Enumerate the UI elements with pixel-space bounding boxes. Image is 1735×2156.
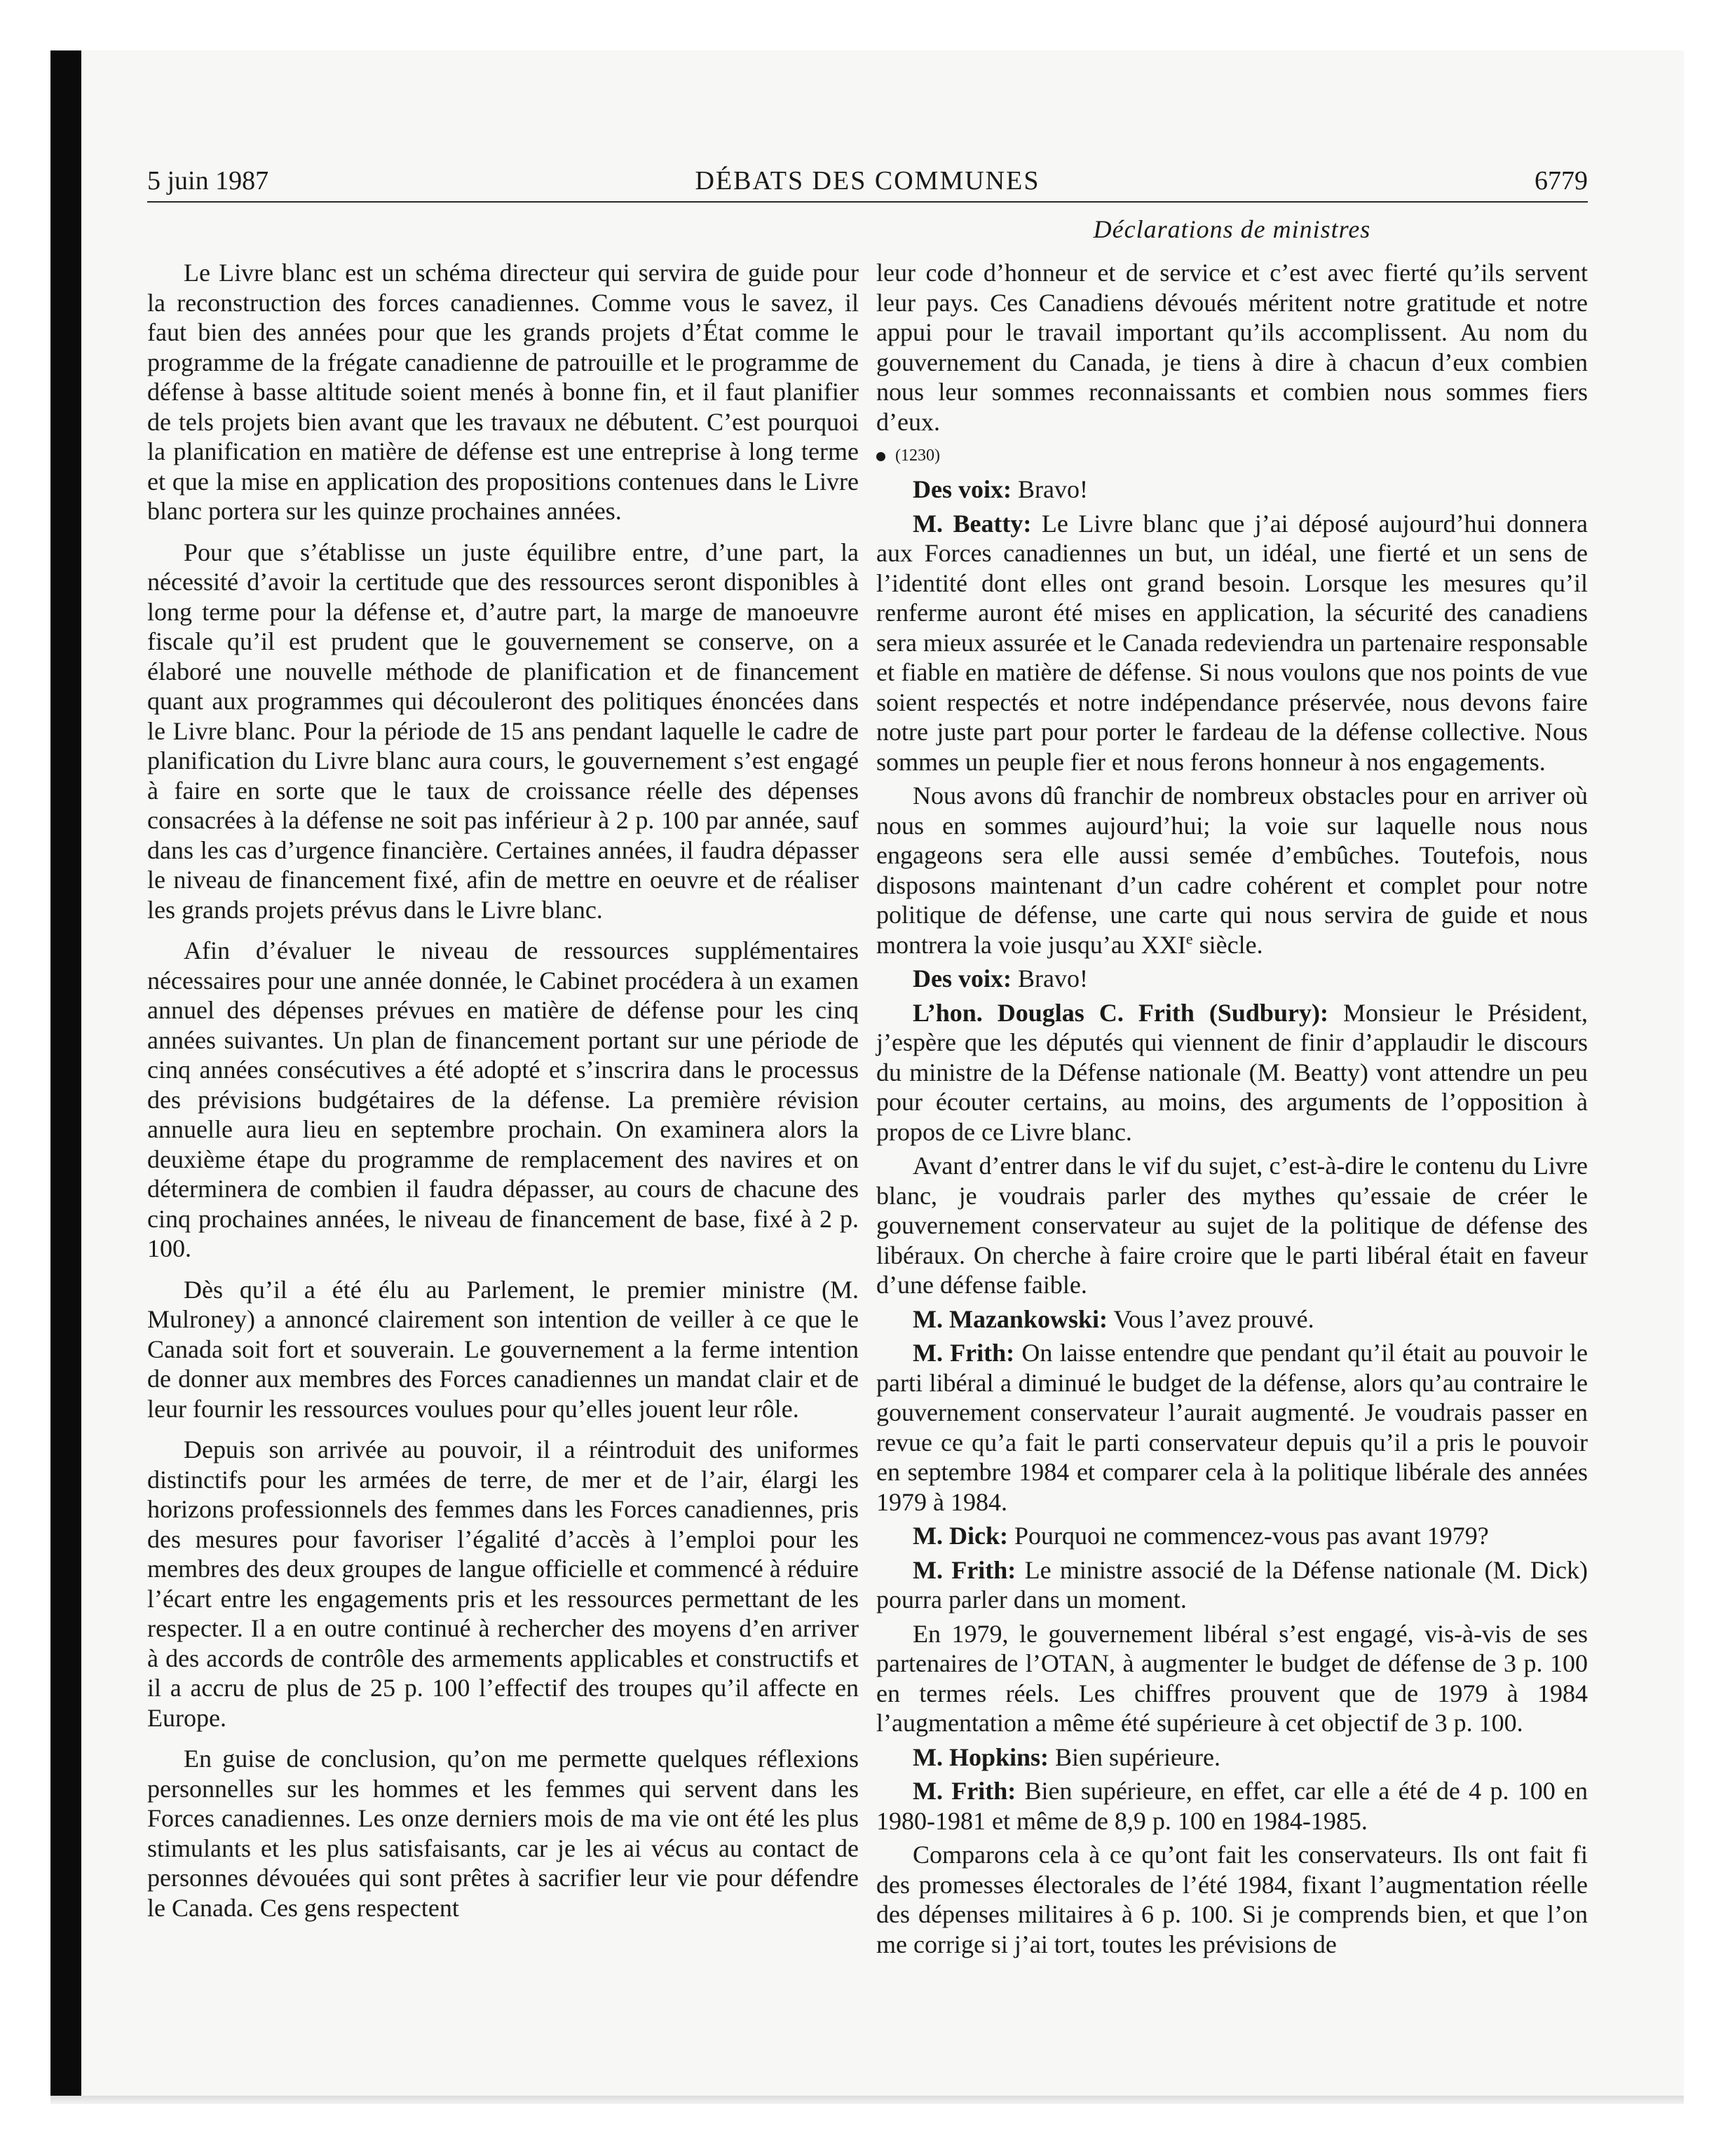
- speech-text: Vous l’avez prouvé.: [1108, 1304, 1314, 1333]
- speech-entry: [876, 781, 1588, 960]
- speech-entry: [876, 475, 1588, 505]
- speech-entry: [876, 1521, 1588, 1551]
- scan-border-bottom: [50, 2096, 1684, 2104]
- speaker-name: M. Dick:: [913, 1522, 1008, 1550]
- continuation-paragraph: leur code d’honneur et de service et c’est avec fierté qu’ils servent leur pays. Ces Canadiens dévoués méritent notre gratitude et notre appui pour le travail important qu’ils accomplissent. Au nom du gouvernement du Canada, je tiens à dire à chacun d’eux combien nous leur sommes reconnaissants et combien nous sommes fiers d’eux.: [876, 259, 1588, 436]
- speech-text: Bravo!: [1011, 964, 1088, 992]
- timestamp: [876, 441, 1588, 470]
- speaker-name: M. Beatty:: [913, 509, 1032, 538]
- speech-text: On laisse entendre que pendant qu’il était au pouvoir le parti libéral a diminué le budget de la défense, alors qu’au contraire le gouvernement conservateur l’aurait augmenté. Je voudrais passer en revue ce qu’a fait le parti conservateur depuis qu’il a pris le pouvoir en septembre 1984 et comparer cela à la politique libérale des années 1979 à 1984.: [876, 1339, 1588, 1516]
- right-column: [876, 258, 1588, 1963]
- speech-text: Bien supérieure, en effet, car elle a été de 4 p. 100 en 1980-1981 et même de 8,9 p. 100 en 1984-1985.: [876, 1777, 1588, 1835]
- speaker-name: Des voix:: [913, 475, 1012, 503]
- speech-entry: [876, 1840, 1588, 1959]
- bullet-icon: [876, 452, 885, 461]
- speech-entry: [876, 1742, 1588, 1773]
- speaker-name: L’hon. Douglas C. Frith (Sudbury):: [913, 998, 1328, 1027]
- page-number: 6779: [1535, 166, 1588, 196]
- speech-entry: [876, 1555, 1588, 1615]
- paragraph: Depuis son arrivée au pouvoir, il a réintroduit des uniformes distinctifs pour les armées de terre, de mer et de l’air, élargi les horizons professionnels des femmes dans les Forces canadiennes, pris des mesures pour favoriser l’égalité d’accès à l’emploi pour les membres des deux groupes de langue officielle et commencé à réduire l’écart entre les engagements pris et les ressources permettant de les respecter. Il a en outre continué à rechercher des moyens d’en arriver à des accords de contrôle des armements applicables et constructifs et il a accru de plus de 25 p. 100 l’effectif des troupes qu’il affecte en Europe.: [147, 1435, 859, 1732]
- speech-text: Nous avons dû franchir de nombreux obstacles pour en arriver où nous en sommes aujourd’hui; la voie sur laquelle nous nous engageons sera elle aussi semée d’embûches. Toutefois, nous disposons maintenant d’un cadre cohérent et complet pour notre politique de défense, une carte qui nous servira de guide et nous montrera la voie jusqu’au XXI: [876, 782, 1588, 959]
- speech-text-tail: siècle.: [1192, 930, 1263, 959]
- paragraph: Le Livre blanc est un schéma directeur qui servira de guide pour la reconstruction des forces canadiennes. Comme vous le savez, il faut bien des années pour que les grands projets d’État comme le programme de la frégate canadienne de patrouille et le programme de défense à basse altitude soient menés à bonne fin, et il faut planifier de tels projets bien avant que les travaux ne débutent. C’est pourquoi la planification en matière de défense est une entreprise à long terme et que la mise en application des propositions contenues dans le Livre blanc portera sur les quinze prochaines années.: [147, 259, 859, 525]
- speech-entry: [876, 964, 1588, 994]
- speech-entry: [876, 1304, 1588, 1335]
- speech-entry: [876, 509, 1588, 777]
- speech-entry: [876, 1776, 1588, 1836]
- header-rule: [147, 201, 1588, 203]
- speech-entry: [876, 998, 1588, 1147]
- speaker-name: M. Mazankowski:: [913, 1304, 1108, 1333]
- timestamp-text: (1230): [895, 446, 940, 465]
- speech-text: Monsieur le Président, j’espère que les députés qui viennent de finir d’applaudir le discours du ministre de la Défense nationale (M. Beatty) vont attendre un peu pour écouter certains, au moins, des arguments de l’opposition à propos de ce Livre blanc.: [876, 998, 1588, 1146]
- speech-text: Bien supérieure.: [1049, 1742, 1220, 1771]
- speech-entry: [876, 1151, 1588, 1300]
- speaker-name: M. Frith:: [913, 1339, 1015, 1367]
- speaker-name: M. Frith:: [913, 1777, 1016, 1805]
- header-title: DÉBATS DES COMMUNES: [695, 166, 1040, 196]
- speaker-name: M. Hopkins:: [913, 1742, 1049, 1771]
- speech-text: Avant d’entrer dans le vif du sujet, c’est-à-dire le contenu du Livre blanc, je voudrais parler des mythes qu’essaie de créer le gouvernement conservateur au sujet de la politique de défense des libéraux. On cherche à faire croire que le parti libéral était en faveur d’une défense faible.: [876, 1152, 1588, 1299]
- speaker-name: Des voix:: [913, 964, 1012, 992]
- paragraph: En guise de conclusion, qu’on me permette quelques réflexions personnelles sur les hommes et les femmes qui servent dans les Forces canadiennes. Les onze derniers mois de ma vie ont été les plus stimulants et les plus satisfaisants, car je les ai vécus au contact de personnes dévouées qui sont prêtes à sacrifier leur vie pour défendre le Canada. Ces gens respectent: [147, 1745, 859, 1922]
- speech-text: Pourquoi ne commencez-vous pas avant 1979?: [1007, 1522, 1489, 1550]
- section-title: Déclarations de ministres: [1093, 215, 1371, 243]
- speech-text: Bravo!: [1011, 475, 1088, 503]
- speech-text: En 1979, le gouvernement libéral s’est engagé, vis-à-vis de ses partenaires de l’OTAN, à augmenter le budget de défense de 3 p. 100 en termes réels. Les chiffres prouvent que de 1979 à 1984 l’augmentation a même été supérieure à cet objectif de 3 p. 100.: [876, 1619, 1588, 1737]
- header-date: 5 juin 1987: [147, 166, 269, 196]
- speaker-name: M. Frith:: [913, 1555, 1016, 1584]
- left-column: [147, 258, 859, 1934]
- speech-text: Le Livre blanc que j’ai déposé aujourd’hui donnera aux Forces canadiennes un but, un idéal, une fierté et un sens de l’identité dont elles ont grand besoin. Lorsque les mesures qu’il renferme auront été mises en application, la sécurité des canadiens sera mieux assurée et le Canada redeviendra un partenaire responsable et fiable en matière de défense. Si nous voulons que nos points de vue soient respectés et notre indépendance préservée, nous devons faire notre juste part pour porter le fardeau de la défense collective. Nous sommes un peuple fier et nous ferons honneur à nos engagements.: [876, 509, 1588, 776]
- page-header: [147, 160, 1588, 202]
- speech-text: Le ministre associé de la Défense nationale (M. Dick) pourra parler dans un moment.: [876, 1555, 1588, 1613]
- paragraph: Pour que s’établisse un juste équilibre entre, d’une part, la nécessité d’avoir la certitude que des ressources seront disponibles à long terme pour la défense et, d’autre part, la marge de manoeuvre fiscale qu’il est prudent que le gouvernement se conserve, on a élaboré une nouvelle méthode de planification et de financement quant aux programmes qui découleront des politiques énoncées dans le Livre blanc. Pour la période de 15 ans pendant laquelle le cadre de planification du Livre blanc aura cours, le gouvernement s’est engagé à faire en sorte que le taux de croissance réelle des dépenses consacrées à la défense ne soit pas inférieur à 2 p. 100 par année, sauf dans les cas d’urgence financière. Certaines années, il faudra dépasser le niveau de financement fixé, afin de mettre en oeuvre et de réaliser les grands projets prévus dans le Livre blanc.: [147, 538, 859, 924]
- scan-border-left: [50, 50, 81, 2104]
- paragraph: Afin d’évaluer le niveau de ressources supplémentaires nécessaires pour une année donnée, le Cabinet procédera à un examen annuel des dépenses prévues en matière de défense pour les cinq années suivantes. Un plan de financement portant sur une période de cinq années consécutives a été adopté et s’inscrira dans le processus des prévisions budgétaires de la défense. La première révision annuelle aura lieu en septembre prochain. On examinera alors la deuxième étape du programme de remplacement des navires et on déterminera de combien il faudra dépasser, au cours de chacune des cinq prochaines années, le niveau de financement de base, fixé à 2 p. 100.: [147, 936, 859, 1262]
- speech-entry: [876, 1619, 1588, 1738]
- superscript: e: [1185, 929, 1193, 948]
- paragraph: Dès qu’il a été élu au Parlement, le premier ministre (M. Mulroney) a annoncé clairement son intention de veiller à ce que le Canada soit fort et souverain. Le gouvernement a la ferme intention de donner aux membres des Forces canadiennes un mandat clair et de leur fournir les ressources voulues pour qu’elles jouent leur rôle.: [147, 1275, 859, 1423]
- speech-entry: [876, 1338, 1588, 1517]
- speech-text: Comparons cela à ce qu’ont fait les conservateurs. Ils ont fait fi des promesses électorales de l’été 1984, fixant l’augmentation réelle des dépenses militaires à 6 p. 100. Si je comprends bien, et que l’on me corrige si j’ai tort, toutes les prévisions de: [876, 1841, 1588, 1958]
